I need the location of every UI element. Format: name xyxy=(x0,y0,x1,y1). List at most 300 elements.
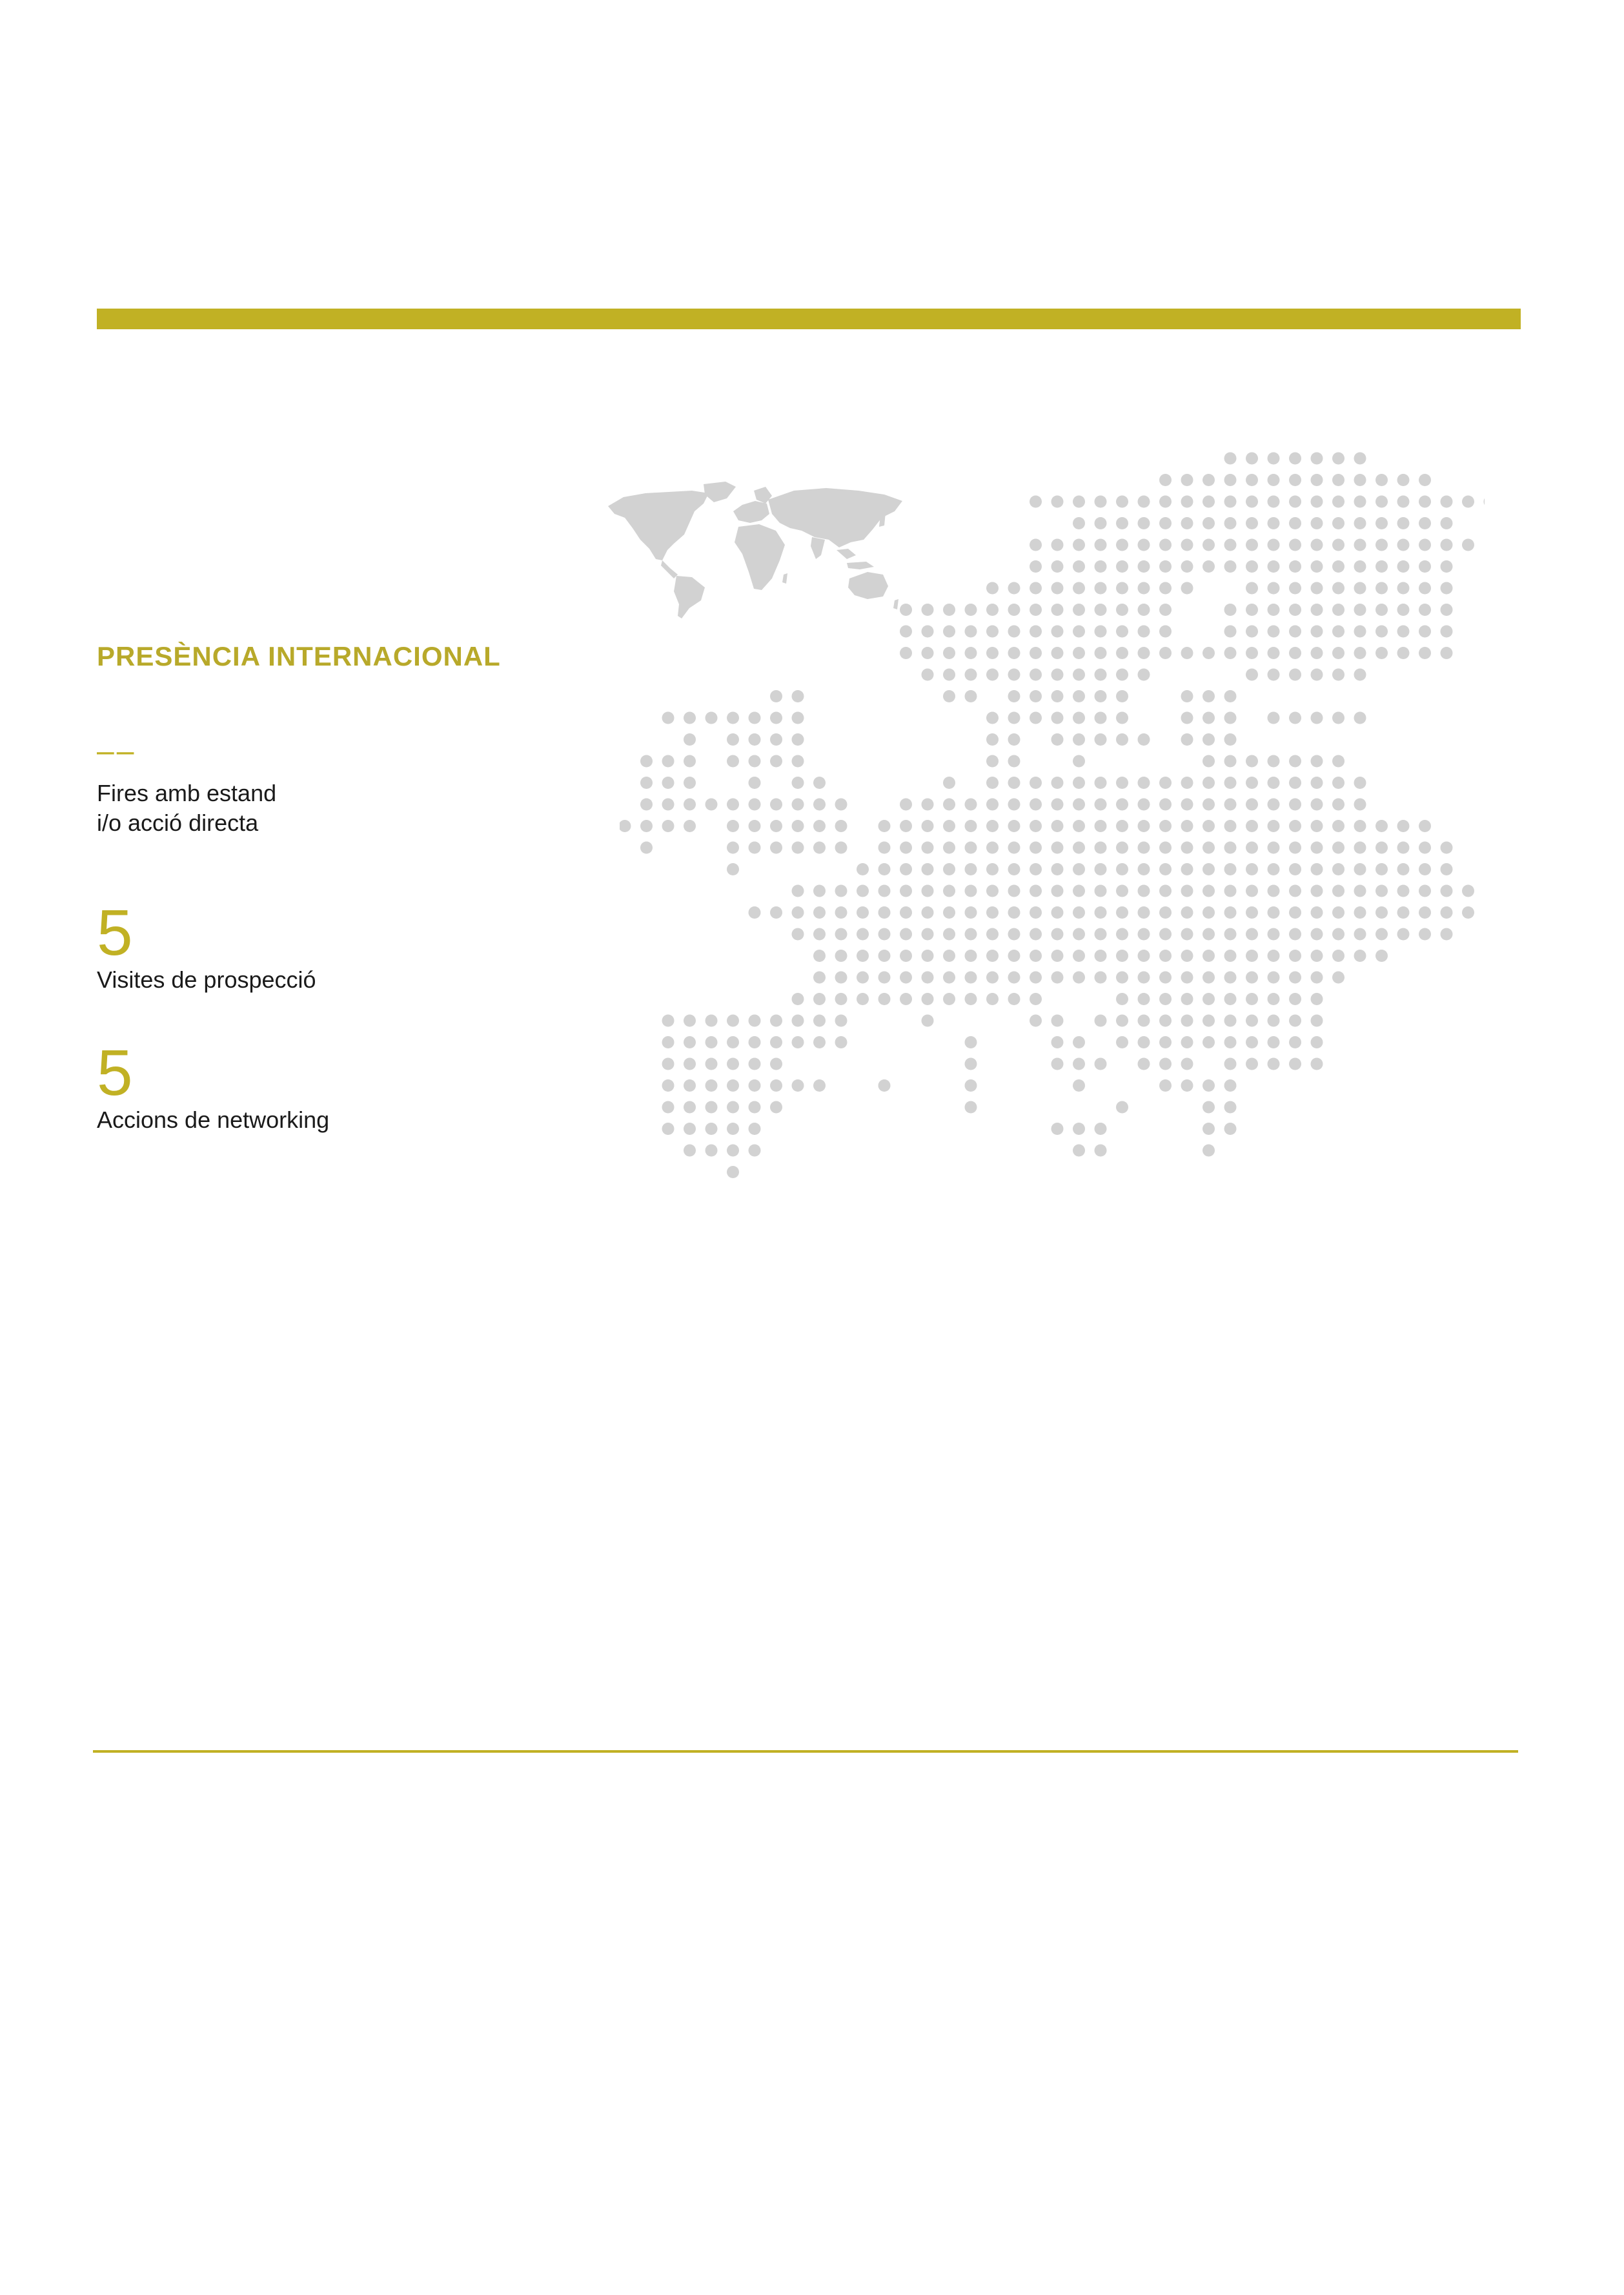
map-dot xyxy=(1095,777,1107,789)
map-dot xyxy=(1375,842,1388,854)
map-dot xyxy=(684,755,696,768)
map-dot xyxy=(640,842,653,854)
map-dot xyxy=(1246,928,1258,941)
map-dot xyxy=(813,820,826,832)
map-dot xyxy=(1116,1015,1128,1027)
map-dot xyxy=(1051,604,1064,616)
map-dot xyxy=(835,885,848,897)
map-dot xyxy=(1246,820,1258,832)
map-dot xyxy=(835,820,848,832)
map-dot xyxy=(943,669,955,681)
map-dot xyxy=(1159,496,1172,508)
map-dot xyxy=(1419,842,1431,854)
map-dot xyxy=(1030,928,1042,941)
map-dot xyxy=(1159,799,1172,811)
map-dot xyxy=(662,799,675,811)
map-dot xyxy=(1030,496,1042,508)
map-dot xyxy=(1224,885,1237,897)
map-dot xyxy=(1224,626,1237,638)
map-dot xyxy=(1268,517,1280,529)
map-dot xyxy=(1419,517,1431,529)
map-dot xyxy=(835,842,848,854)
map-dot xyxy=(1159,539,1172,551)
map-dot xyxy=(1419,647,1431,659)
map-dot xyxy=(1246,582,1258,595)
map-dot xyxy=(1246,626,1258,638)
map-dot xyxy=(1159,517,1172,529)
map-dot xyxy=(1289,906,1301,919)
map-dot xyxy=(1268,539,1280,551)
map-dot xyxy=(1224,712,1237,724)
map-dot xyxy=(1246,863,1258,875)
map-dot xyxy=(1203,799,1215,811)
map-dot xyxy=(1332,712,1345,724)
map-dot xyxy=(1095,799,1107,811)
map-dot xyxy=(1095,626,1107,638)
map-dot xyxy=(1441,906,1453,919)
map-dot xyxy=(986,647,999,659)
map-dot xyxy=(1203,496,1215,508)
map-dot xyxy=(1203,777,1215,789)
map-dot xyxy=(1159,1058,1172,1070)
map-dot xyxy=(1203,1015,1215,1027)
map-dot xyxy=(705,1101,718,1114)
map-dot xyxy=(1159,647,1172,659)
map-dot xyxy=(1051,842,1064,854)
map-dot xyxy=(1268,712,1280,724)
map-dot xyxy=(1289,993,1301,1005)
map-dot xyxy=(727,820,739,832)
map-dot xyxy=(965,928,977,941)
map-dot xyxy=(813,1079,826,1092)
map-dot xyxy=(1138,604,1150,616)
map-dot xyxy=(922,647,934,659)
map-dot xyxy=(1311,560,1323,573)
map-dot xyxy=(1073,733,1085,746)
stat-visites xyxy=(97,897,549,995)
map-dot xyxy=(1138,517,1150,529)
map-dot xyxy=(1246,474,1258,486)
map-dot xyxy=(1268,582,1280,595)
map-dot xyxy=(1397,647,1410,659)
map-dot xyxy=(1289,1015,1301,1027)
map-dot xyxy=(1095,863,1107,875)
map-dot xyxy=(1008,928,1020,941)
map-dot xyxy=(1246,560,1258,573)
header-accent-bar xyxy=(97,309,1521,329)
map-dot xyxy=(1289,517,1301,529)
map-dot xyxy=(1375,560,1388,573)
map-dot xyxy=(1419,820,1431,832)
map-dot xyxy=(922,885,934,897)
map-dot xyxy=(1419,604,1431,616)
map-dot xyxy=(1311,906,1323,919)
map-dot xyxy=(986,842,999,854)
map-dot xyxy=(1159,777,1172,789)
map-dot xyxy=(1030,690,1042,702)
map-dot xyxy=(1419,474,1431,486)
map-dot xyxy=(770,690,782,702)
map-dot xyxy=(1138,993,1150,1005)
map-dot xyxy=(1138,842,1150,854)
map-dot xyxy=(1030,777,1042,789)
map-dot xyxy=(1462,539,1474,551)
map-dot xyxy=(1246,972,1258,984)
map-dot xyxy=(1203,972,1215,984)
map-dot xyxy=(1051,777,1064,789)
map-dot xyxy=(1095,690,1107,702)
map-dot xyxy=(1203,517,1215,529)
map-dot xyxy=(1095,669,1107,681)
map-dot xyxy=(1441,582,1453,595)
map-dot xyxy=(1181,539,1193,551)
map-dot xyxy=(835,972,848,984)
map-dot xyxy=(1354,496,1366,508)
map-dot xyxy=(1397,842,1410,854)
map-dot xyxy=(1246,755,1258,768)
map-dot xyxy=(878,842,891,854)
map-dot xyxy=(1008,712,1020,724)
map-dot xyxy=(1159,885,1172,897)
map-dot xyxy=(1008,755,1020,768)
map-dot xyxy=(1051,1036,1064,1048)
map-dot xyxy=(1354,604,1366,616)
map-dot xyxy=(1203,993,1215,1005)
map-dot xyxy=(1159,582,1172,595)
map-dot xyxy=(1246,604,1258,616)
map-dot xyxy=(1311,453,1323,465)
map-dot xyxy=(1289,777,1301,789)
map-dot xyxy=(1224,799,1237,811)
map-dot xyxy=(792,712,804,724)
map-dot xyxy=(727,1145,739,1157)
map-dot xyxy=(835,1015,848,1027)
map-dot xyxy=(1073,604,1085,616)
map-dot xyxy=(943,972,955,984)
map-dot xyxy=(1311,885,1323,897)
map-dot xyxy=(1354,799,1366,811)
map-dot xyxy=(1311,972,1323,984)
map-dot xyxy=(922,950,934,962)
map-dot xyxy=(1095,733,1107,746)
map-dot xyxy=(749,1123,761,1135)
map-dot xyxy=(1008,604,1020,616)
map-dot xyxy=(727,733,739,746)
map-dot xyxy=(1159,626,1172,638)
map-dot xyxy=(965,604,977,616)
map-dot xyxy=(1462,885,1474,897)
map-dot xyxy=(684,1145,696,1157)
map-dot xyxy=(1311,604,1323,616)
map-dot xyxy=(770,1079,782,1092)
map-dot xyxy=(1030,626,1042,638)
map-dot xyxy=(727,863,739,875)
map-dot xyxy=(1181,474,1193,486)
map-dot xyxy=(684,799,696,811)
map-dot xyxy=(1159,820,1172,832)
map-dot xyxy=(1095,1145,1107,1157)
map-dot xyxy=(1051,1015,1064,1027)
map-dot xyxy=(1354,582,1366,595)
map-dot xyxy=(922,928,934,941)
map-dot xyxy=(705,712,718,724)
map-dot xyxy=(835,928,848,941)
map-dot xyxy=(835,1036,848,1048)
stat-fires xyxy=(97,736,549,838)
map-dot xyxy=(1095,1123,1107,1135)
map-dot xyxy=(1116,863,1128,875)
map-dot xyxy=(1224,604,1237,616)
map-dot xyxy=(1051,1058,1064,1070)
map-dot xyxy=(1138,626,1150,638)
map-dot xyxy=(1246,906,1258,919)
map-dot xyxy=(1116,950,1128,962)
map-dot xyxy=(705,799,718,811)
map-dot xyxy=(1008,647,1020,659)
map-dot xyxy=(640,799,653,811)
map-dot xyxy=(1332,474,1345,486)
map-dot xyxy=(1268,560,1280,573)
map-dot xyxy=(1311,712,1323,724)
map-dot xyxy=(1268,842,1280,854)
map-dot xyxy=(1224,496,1237,508)
map-dot xyxy=(1375,539,1388,551)
map-dot xyxy=(1138,820,1150,832)
map-dot xyxy=(749,712,761,724)
map-dot xyxy=(965,842,977,854)
map-dot xyxy=(986,950,999,962)
map-dot xyxy=(1073,950,1085,962)
map-dot xyxy=(1008,582,1020,595)
map-dot xyxy=(1051,950,1064,962)
map-dot xyxy=(662,1101,675,1114)
map-dot xyxy=(1008,799,1020,811)
map-dot xyxy=(1138,560,1150,573)
map-dot xyxy=(878,885,891,897)
map-dot xyxy=(1419,539,1431,551)
map-dot xyxy=(792,820,804,832)
map-dot xyxy=(1354,712,1366,724)
map-dot xyxy=(770,906,782,919)
map-dot xyxy=(1159,1015,1172,1027)
map-dot xyxy=(1030,950,1042,962)
map-dot xyxy=(1332,582,1345,595)
map-dot xyxy=(943,885,955,897)
map-dot xyxy=(705,1079,718,1092)
map-dot xyxy=(1311,517,1323,529)
map-dot xyxy=(1203,755,1215,768)
map-dot xyxy=(878,1079,891,1092)
map-dot xyxy=(1008,690,1020,702)
map-dot xyxy=(1095,820,1107,832)
map-dot xyxy=(770,1036,782,1048)
map-dot xyxy=(1354,842,1366,854)
map-dot xyxy=(1203,690,1215,702)
map-dot xyxy=(684,1123,696,1135)
map-dot xyxy=(1138,582,1150,595)
map-dot xyxy=(1008,733,1020,746)
map-dot xyxy=(1073,582,1085,595)
stat-value: –– xyxy=(97,734,137,768)
map-dot xyxy=(965,799,977,811)
map-dot xyxy=(1289,560,1301,573)
map-dot xyxy=(1289,972,1301,984)
map-dot xyxy=(943,604,955,616)
map-dot xyxy=(1224,647,1237,659)
map-dot xyxy=(900,863,912,875)
map-dot xyxy=(1246,539,1258,551)
map-dot xyxy=(1181,820,1193,832)
map-dot xyxy=(1159,604,1172,616)
map-dot xyxy=(1181,842,1193,854)
map-dot xyxy=(1224,755,1237,768)
map-dot xyxy=(857,972,869,984)
map-dot xyxy=(1051,669,1064,681)
map-dot xyxy=(1289,1058,1301,1070)
map-dot xyxy=(965,1058,977,1070)
map-dot xyxy=(1116,517,1128,529)
map-dot xyxy=(900,647,912,659)
map-dot xyxy=(640,755,653,768)
map-dot xyxy=(1246,950,1258,962)
map-dot xyxy=(986,733,999,746)
map-dot xyxy=(922,906,934,919)
map-dot xyxy=(662,712,675,724)
map-dot xyxy=(727,1036,739,1048)
map-dot xyxy=(878,950,891,962)
map-dot xyxy=(1008,993,1020,1005)
map-dot xyxy=(1095,1058,1107,1070)
map-dot xyxy=(813,993,826,1005)
map-dot xyxy=(1138,950,1150,962)
map-dot xyxy=(749,755,761,768)
map-dot xyxy=(662,820,675,832)
map-dot xyxy=(857,950,869,962)
map-dot xyxy=(1030,993,1042,1005)
map-dot xyxy=(1354,626,1366,638)
map-dot xyxy=(1051,928,1064,941)
map-dot xyxy=(1181,906,1193,919)
map-dot xyxy=(1030,820,1042,832)
map-dot xyxy=(900,885,912,897)
map-dot xyxy=(1073,863,1085,875)
map-dot xyxy=(813,799,826,811)
map-dot xyxy=(1246,1036,1258,1048)
map-dot xyxy=(1354,863,1366,875)
map-dot xyxy=(1159,972,1172,984)
map-dot xyxy=(1246,885,1258,897)
map-dot xyxy=(1116,496,1128,508)
map-dot xyxy=(986,906,999,919)
map-dot xyxy=(1375,582,1388,595)
map-dot xyxy=(1138,863,1150,875)
map-dot xyxy=(1268,928,1280,941)
map-dot xyxy=(1073,517,1085,529)
map-dot xyxy=(1332,863,1345,875)
map-dot xyxy=(1138,1058,1150,1070)
map-dot xyxy=(1246,517,1258,529)
map-dot xyxy=(1030,582,1042,595)
map-dot xyxy=(986,582,999,595)
map-dot xyxy=(1095,906,1107,919)
map-dot xyxy=(1311,755,1323,768)
map-dot xyxy=(1224,1101,1237,1114)
map-dot xyxy=(1095,885,1107,897)
map-dot xyxy=(1138,885,1150,897)
map-dot xyxy=(1095,539,1107,551)
map-dot xyxy=(1138,777,1150,789)
map-dot xyxy=(1073,1079,1085,1092)
map-dot xyxy=(1073,539,1085,551)
map-dot xyxy=(727,1079,739,1092)
map-dot xyxy=(1397,474,1410,486)
map-dot xyxy=(1181,517,1193,529)
map-dot xyxy=(727,1101,739,1114)
map-dot xyxy=(1138,799,1150,811)
map-dot xyxy=(1311,842,1323,854)
map-dot xyxy=(986,626,999,638)
map-dot xyxy=(792,885,804,897)
map-dot xyxy=(1138,928,1150,941)
map-dot xyxy=(1073,712,1085,724)
map-dot xyxy=(1159,993,1172,1005)
map-dot xyxy=(1289,842,1301,854)
map-dot xyxy=(965,906,977,919)
map-dot xyxy=(1441,928,1453,941)
map-dot xyxy=(1375,647,1388,659)
map-dot xyxy=(1311,777,1323,789)
map-dot xyxy=(986,777,999,789)
map-dot xyxy=(1332,972,1345,984)
map-dot xyxy=(1332,560,1345,573)
map-dot xyxy=(1289,928,1301,941)
map-dot xyxy=(705,1015,718,1027)
map-dot xyxy=(965,820,977,832)
map-dot xyxy=(1073,626,1085,638)
map-dot xyxy=(749,733,761,746)
map-dot xyxy=(770,799,782,811)
stat-label: Visites de prospecció xyxy=(97,966,316,993)
map-dot xyxy=(1030,842,1042,854)
map-dot xyxy=(1441,560,1453,573)
map-dot xyxy=(1095,496,1107,508)
map-dot xyxy=(857,928,869,941)
map-dot xyxy=(1224,777,1237,789)
map-dot xyxy=(1008,863,1020,875)
map-dot xyxy=(1030,712,1042,724)
map-dot xyxy=(900,626,912,638)
map-dot xyxy=(749,1058,761,1070)
map-dot xyxy=(1268,474,1280,486)
map-dot xyxy=(1268,820,1280,832)
map-dot xyxy=(1116,647,1128,659)
map-dot xyxy=(1181,885,1193,897)
map-dot xyxy=(1073,799,1085,811)
map-dot xyxy=(1289,647,1301,659)
map-dot xyxy=(1289,474,1301,486)
map-dot xyxy=(922,863,934,875)
map-dot xyxy=(1051,690,1064,702)
map-dot xyxy=(1181,799,1193,811)
map-dot xyxy=(1354,669,1366,681)
map-dot xyxy=(1289,712,1301,724)
map-dot xyxy=(1030,560,1042,573)
map-dot xyxy=(1051,799,1064,811)
map-dot xyxy=(965,647,977,659)
map-dot xyxy=(792,906,804,919)
map-dot xyxy=(727,1015,739,1027)
map-dot xyxy=(1268,669,1280,681)
